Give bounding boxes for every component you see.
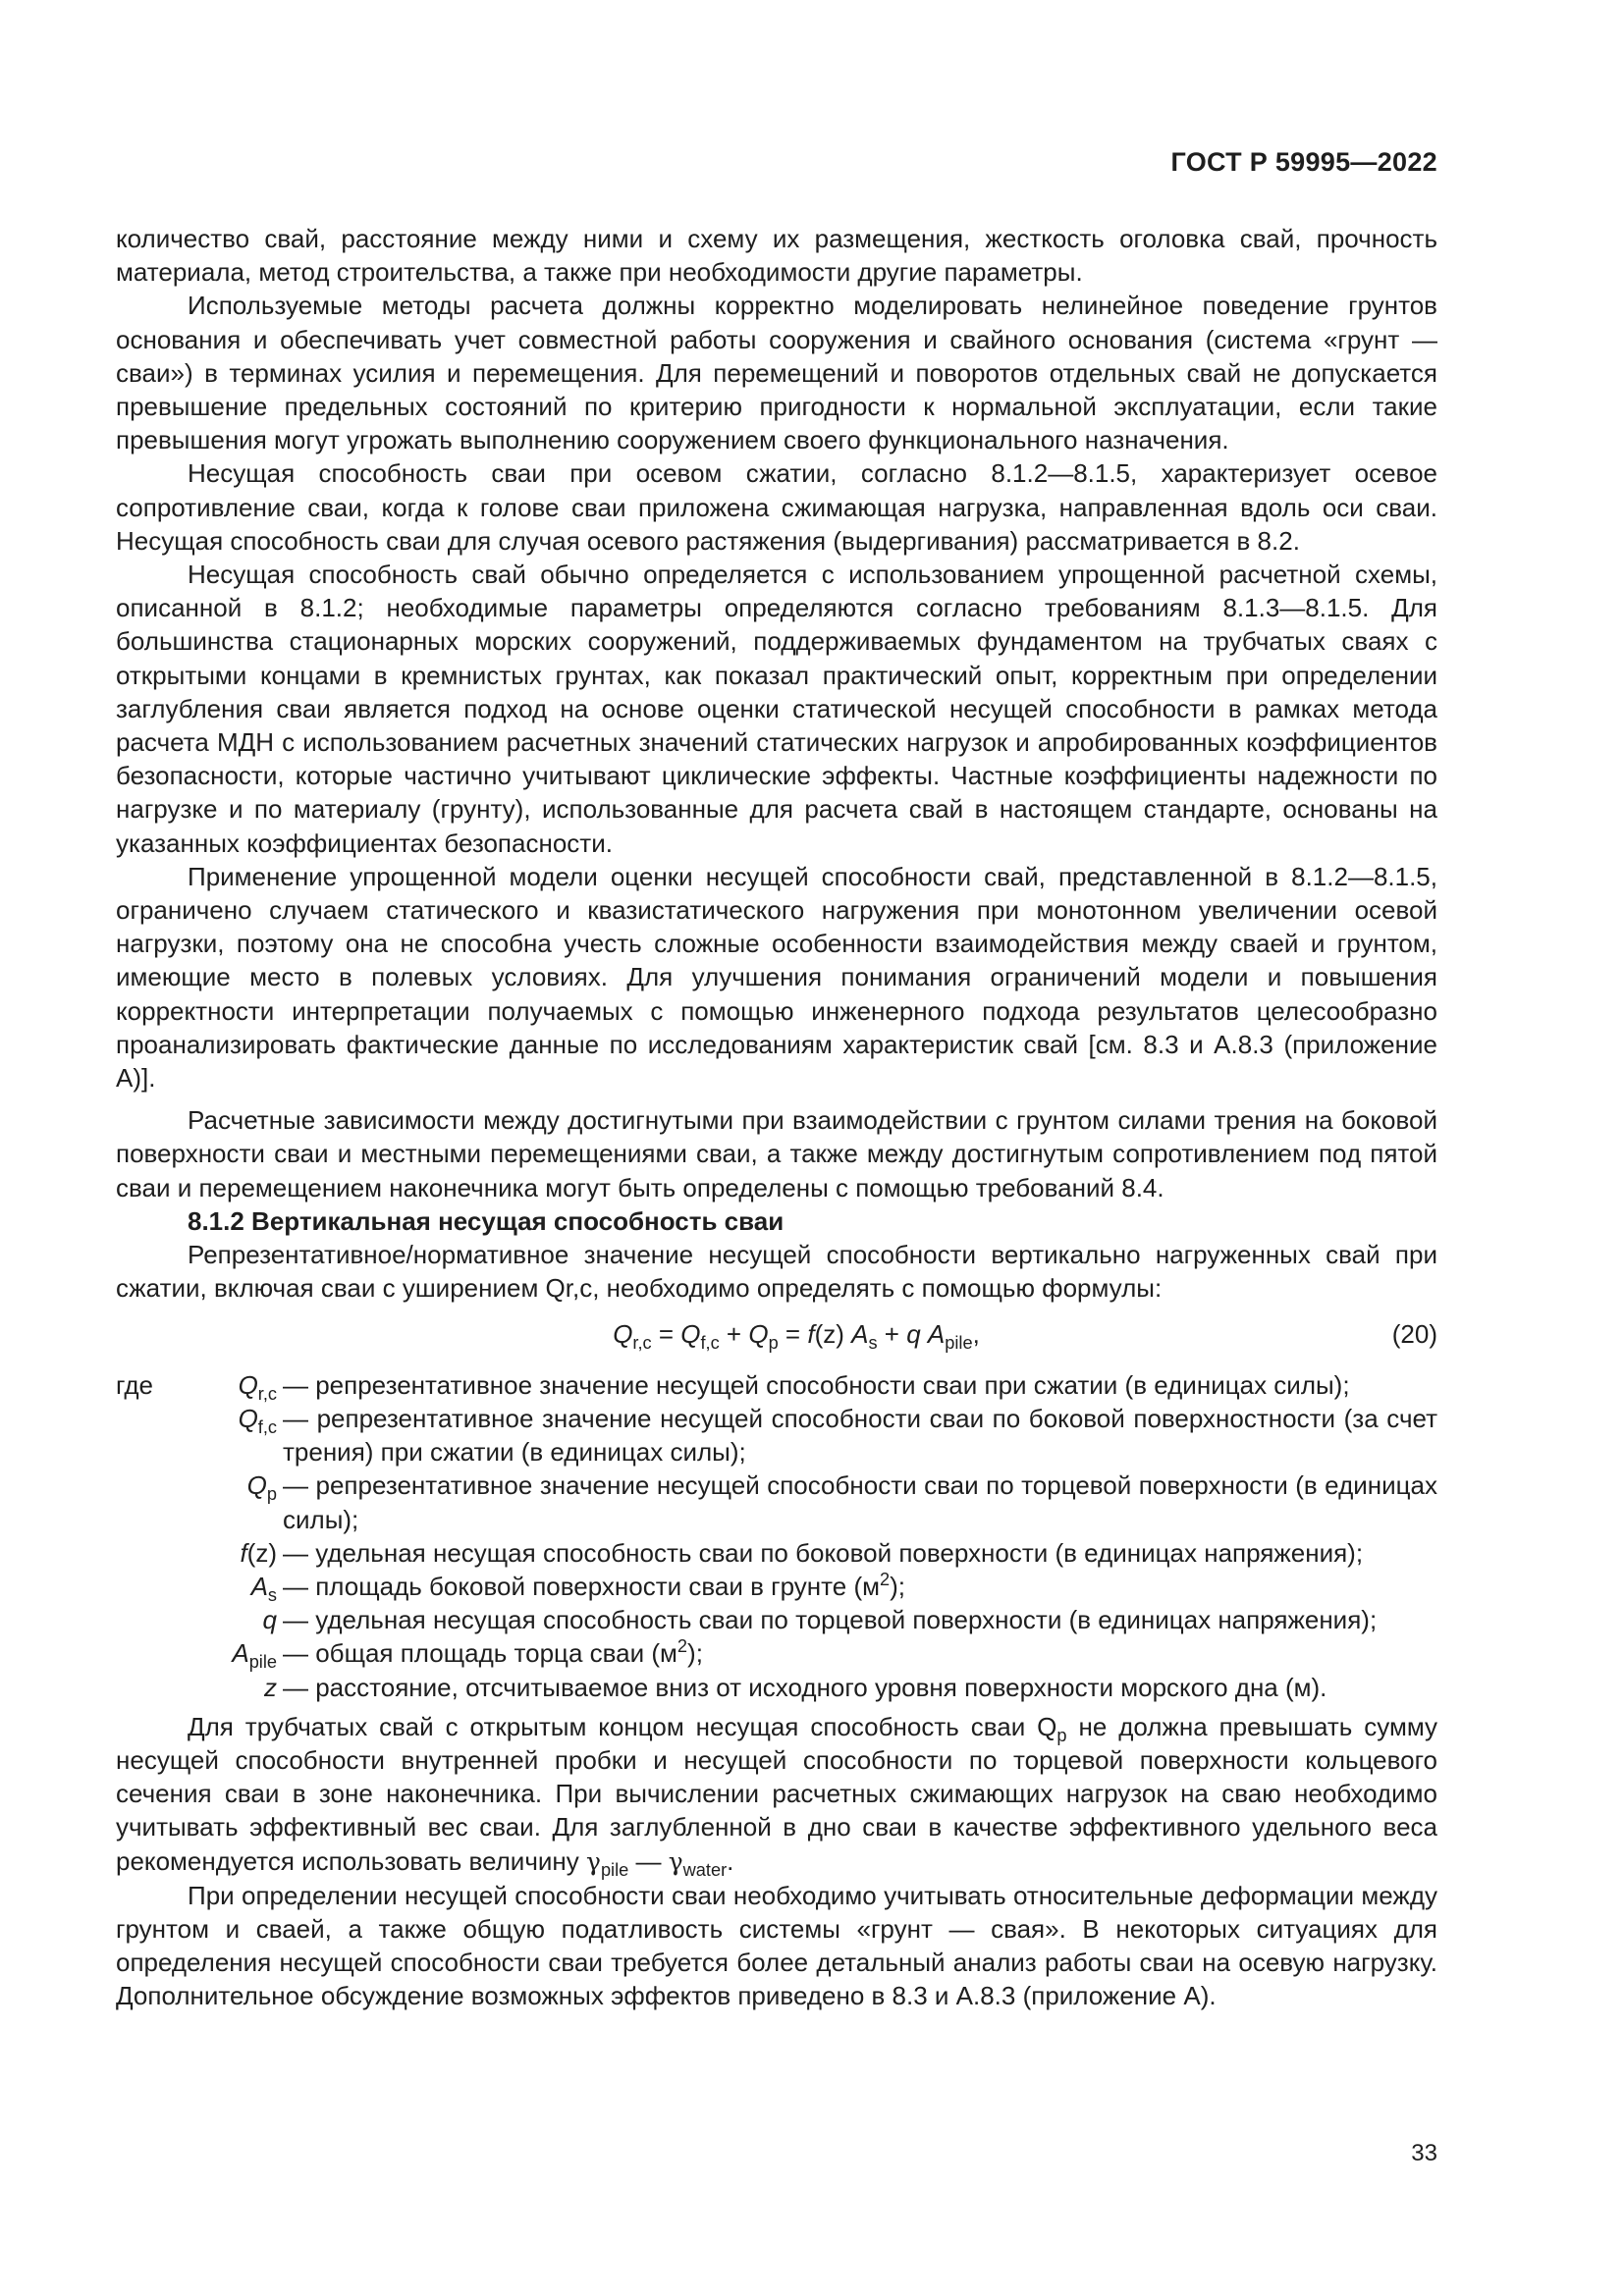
definition-row [116,1368,1437,1402]
page-body [116,222,1437,2013]
definition-row [116,1402,1437,1468]
page-number: 33 [1411,2140,1437,2166]
definition-symbol: $A_s$ [250,1571,277,1605]
paragraph-7: Репрезентативное/нормативное значение несущей способности вертикально нагруженных свай при сжатии, включая сваи с уширением Qr,c, необходимо определять с помощью формулы: [116,1240,1437,1304]
section-heading: 8.1.2 Вертикальная несущая способность сваи [188,1205,785,1236]
paragraph-3: Несущая способность сваи при осевом сжатии, согласно 8.1.2—8.1.5, характеризует осевое сопротивление сваи, когда к голове сваи приложена сжимающая нагрузка, направленная вдоль оси сваи. Несущая способность сваи для случая осевого растяжения (выдергивания) рассматривается в 8.2. [116,458,1437,556]
definition-text: — удельная несущая способность сваи по торцевой поверхности (в единицах напряжения); [283,1605,1378,1635]
definition-row [116,1671,1437,1704]
definition-text: — репрезентативное значение несущей способности сваи при сжатии (в единицах силы); [283,1369,1350,1400]
definition-text: — расстояние, отсчитываемое вниз от исходного уровня поверхности морского дна (м). [283,1672,1327,1702]
paragraph-5: Применение упрощенной модели оценки несущей способности свай, представленной в 8.1.2—8.1.5, ограничено случаем статического и квазистатического нагружения при монотонном увеличении осевой нагрузки, поэтому она не способна учесть сложные особенности взаимодействия между сваей и грунтом, имеющие место в полевых условиях. Для улучшения понимания ограничений модели и повышения корректности интерпретации получаемых с помощью инженерного подхода результатов целесообразно проанализировать фактические данные по исследованиям характеристик свай [см. 8.3 и А.8.3 (приложение А)]. [116,861,1437,1094]
definition-text: — общая площадь торца сваи $(м^2)$; [283,1636,703,1669]
paragraph-8-part-a: Для трубчатых свай с открытым концом несущая способность сваи Q [188,1711,1057,1741]
paragraph-8-part-b: не должна превышать сумму несущей способности внутренней пробки и несущей способности по торцевой поверхности кольцевого сечения сваи в зоне наконечника. При вычислении расчетных сжимающих нагрузок на сваю необходимо учитывать эффективный вес сваи. Для заглубленной в дно сваи в качестве эффективного удельного веса рекомендуется использовать величину [116,1711,1437,1876]
definition-row [116,1603,1437,1636]
definition-symbol: $A_{pile}$ [232,1638,277,1673]
definition-text: — репрезентативное значение несущей способности сваи по боковой поверхностности (за счет трения) при сжатии (в единицах силы); [283,1403,1437,1468]
document-header: ГОСТ Р 59995—2022 [1170,147,1437,177]
definition-symbol: f(z) [240,1537,277,1568]
definition-text: — удельная несущая способность сваи по боковой поверхности (в единицах напряжения); [283,1537,1364,1568]
where-label: где [116,1369,153,1400]
definition-row [116,1468,1437,1535]
paragraph-8: Для трубчатых свай с открытым концом несущая способность сваи $Q_p$ не должна превышать сумму несущей способности внутренней пробки и несущей способности по торцевой поверхности кольцевого сечения сваи в зоне наконечника. При вычислении расчетных сжимающих нагрузок на сваю необходимо учитывать эффективный вес сваи. Для заглубленной в дно сваи в качестве эффективного удельного веса рекомендуется использовать величину $\gamma_{pile}$ — $\gamma_{water}$. [116,1711,1437,1880]
formula-20 [116,1317,1437,1351]
definition-symbol: q [262,1605,277,1635]
definition-text-part: — площадь боковой поверхности сваи в грунте (м [283,1571,880,1601]
paragraph-4: Несущая способность свай обычно определяется с использованием упрощенной расчетной схемы, описанной в 8.1.2; необходимые параметры определяются согласно требованиям 8.1.3—8.1.5. Для большинства стационарных морских сооружений, поддерживаемых фундаментом на трубчатых сваях с открытыми концами в кремнистых грунтах, как показал практический опыт, корректным при определении заглубления сваи является подход на основе оценки статической несущей способности в рамках метода расчета МДН с использованием расчетных значений статических нагрузок и апробированных коэффициентов безопасности, которые частично учитывают циклические эффекты. Частные коэффициенты надежности по нагрузке и по материалу (грунту), использованные для расчета свай в настоящем стандарте, основаны на указанных коэффициентах безопасности. [116,560,1437,858]
definition-row [116,1536,1437,1570]
definition-row [116,1570,1437,1603]
definitions-list [116,1368,1437,1704]
definition-row [116,1636,1437,1673]
definition-symbol: $Q_{f,c}$ [238,1403,277,1437]
definition-symbol: $Q_p$ [246,1470,277,1505]
paragraph-1: количество свай, расстояние между ними и схему их размещения, жесткость оголовка свай, прочность материала, метод строительства, а также при необходимости другие параметры. [116,224,1437,288]
formula-expression: $Q_{r,c} = Q_{f,c} + Q_p = f(z) A_s + q$ $A_{pile}$, [613,1318,980,1353]
definition-text: — репрезентативное значение несущей способности сваи по торцевой поверхности (в единицах силы); [283,1470,1437,1534]
definition-symbol: z [264,1672,277,1702]
paragraph-2: Используемые методы расчета должны корректно моделировать нелинейное поведение грунтов основания и обеспечивать учет совместной работы сооружения и свайного основания (система «грунт — сваи») в терминах усилия и перемещения. Для перемещений и поворотов отдельных свай не допускается превышение предельных состояний по критерию пригодности к нормальной эксплуатации, если такие превышения могут угрожать выполнению сооружением своего функционального назначения. [116,291,1437,455]
definition-symbol: где $Q_{r,c}$ [116,1369,277,1404]
paragraph-6: Расчетные зависимости между достигнутыми при взаимодействии с грунтом силами трения на боковой поверхности сваи и местными перемещениями сваи, а также между достигнутым сопротивлением под пятой сваи и перемещением наконечника могут быть определены с помощью требований 8.4. [116,1105,1437,1202]
formula-number: (20) [1391,1318,1437,1349]
paragraph-9: При определении несущей способности сваи необходимо учитывать относительные деформации между грунтом и сваей, а также общую податливость системы «грунт — свая». В некоторых ситуациях для определения несущей способности сваи требуется более детальный анализ работы сваи на осевую нагрузку. Дополнительное обсуждение возможных эффектов приведено в 8.3 и А.8.3 (приложение А). [116,1880,1437,2011]
definition-text-part: — общая площадь торца сваи (м [283,1638,677,1669]
definition-text: — площадь боковой поверхности сваи в грунте $(м^2)$; [283,1569,906,1601]
